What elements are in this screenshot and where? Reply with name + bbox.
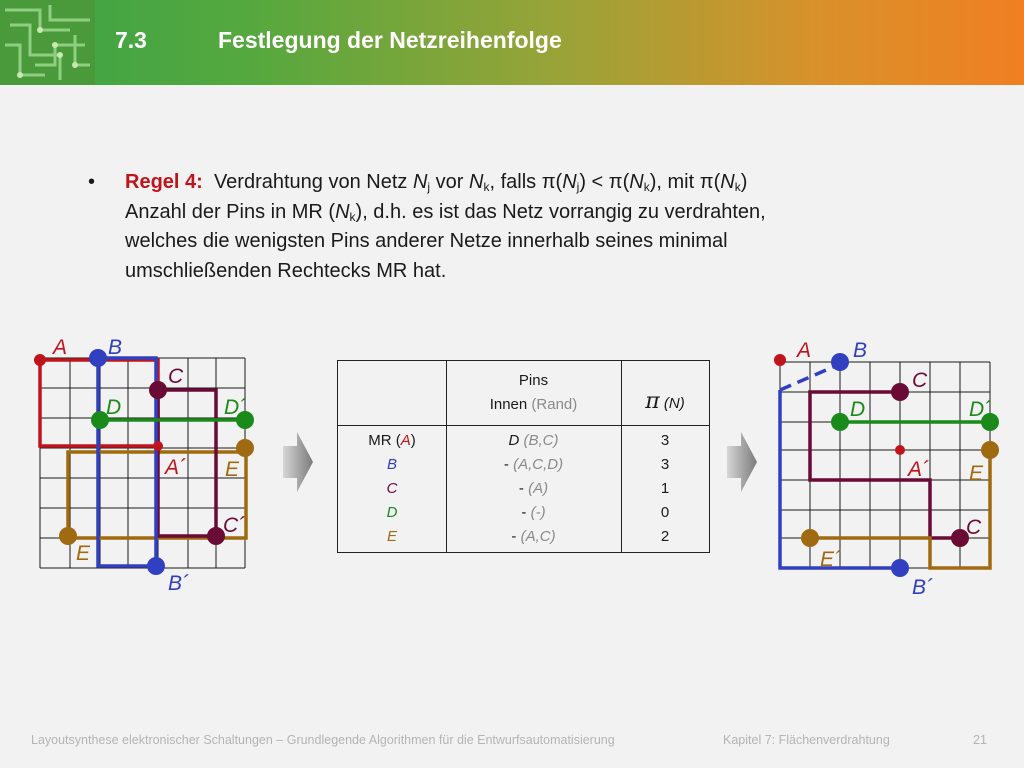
pins-row-c: - (A)	[518, 480, 549, 497]
right-pin-e	[981, 441, 999, 459]
pi-3: π	[699, 171, 714, 193]
pins-row-e: - (A,C)	[511, 528, 556, 545]
rule-line-1: Regel 4: Verdrahtung von Netz $N_j$ vor $N_k$, falls $\pi(N_j) < \pi(N_k)$, mit $\pi(N_k)$	[125, 171, 748, 194]
left-label-d-prime: D´	[224, 396, 247, 419]
pins-row-b: - (A,C,D)	[503, 456, 564, 473]
left-routing-diagram	[0, 330, 290, 600]
mr-row-a: MR (A)	[368, 432, 416, 449]
column-mr	[338, 429, 446, 549]
rule-label: Regel 4:	[125, 171, 203, 193]
sub-j-2: j	[576, 180, 580, 194]
left-mr-b	[98, 358, 156, 566]
left-pin-a-prime	[153, 441, 163, 451]
right-pin-d	[831, 413, 849, 431]
title-text: Festlegung der Netzreihenfolge	[218, 27, 562, 53]
header-pi-n: (N)	[663, 395, 685, 412]
right-label-b-prime: B´	[912, 576, 933, 599]
left-label-c: C	[168, 365, 184, 388]
lt-sign: <	[591, 171, 604, 193]
right-pin-a-prime	[895, 445, 905, 455]
left-pin-b-prime	[147, 557, 165, 575]
rule-text-2: vor	[435, 171, 464, 193]
right-pin-a	[774, 354, 786, 366]
sub-k-2: k	[643, 180, 650, 194]
footer-page-number: 21	[973, 733, 987, 747]
rule-line-3: welches die wenigsten Pins anderer Netze innerhalb seines minimal	[125, 230, 728, 252]
right-label-c: C	[912, 369, 928, 392]
rule-line-2	[125, 198, 945, 228]
sub-j: j	[427, 180, 431, 194]
left-label-e: E	[225, 458, 240, 481]
header-pi-symbol: π	[645, 389, 660, 414]
right-label-d: D	[850, 398, 866, 421]
pi-1: π	[541, 171, 556, 193]
mr-row-c: C	[386, 480, 398, 497]
mr-row-e: E	[386, 528, 397, 545]
pin-count-table	[337, 360, 710, 553]
net-nk-4: N	[335, 200, 350, 223]
right-label-a-prime: A´	[908, 458, 929, 481]
left-label-c-prime: C´	[223, 514, 246, 537]
left-label-a: A	[53, 336, 68, 359]
pi-row-e: 2	[660, 528, 670, 545]
right-label-d-prime: D´	[969, 398, 992, 421]
left-label-a-prime: A´	[165, 456, 186, 479]
pi-2: π	[608, 171, 623, 193]
column-pins	[446, 429, 621, 549]
pi-row-d: 0	[660, 504, 670, 521]
rule-line-4: umschließenden Rechtecks MR hat.	[125, 259, 447, 282]
sub-k: k	[483, 180, 490, 194]
header-rand: (Rand)	[531, 396, 578, 413]
left-label-d: D	[106, 396, 122, 419]
line2-b: ), d.h. es ist das Netz vorrangig zu verdrahten,	[355, 200, 766, 223]
left-label-b-prime: B´	[168, 572, 189, 595]
net-nk-2: N	[629, 171, 644, 193]
right-pin-e-prime	[801, 529, 819, 547]
sub-k-4: k	[349, 209, 356, 224]
circuit-board-logo	[0, 0, 95, 85]
header-bar	[0, 0, 1024, 85]
left-pin-b	[89, 349, 107, 367]
header-pi	[621, 389, 709, 414]
mr-row-b: B	[386, 456, 397, 473]
net-nj: N	[412, 171, 428, 193]
pi-row-c: 1	[660, 480, 670, 497]
rule-text-3: , falls	[489, 171, 537, 193]
pins-row-a: D (B,C)	[508, 432, 559, 449]
rule-text-1: Verdrahtung von Netz	[213, 171, 408, 193]
right-label-c2: C	[966, 516, 982, 539]
column-pi	[621, 429, 709, 549]
sub-k-3: k	[734, 180, 741, 194]
right-pin-b-prime	[891, 559, 909, 577]
net-nk: N	[469, 171, 484, 193]
footer-chapter: Kapitel 7: Flächenverdrahtung	[723, 733, 890, 747]
right-route-c	[810, 392, 960, 538]
header-pins-label: Pins	[518, 372, 549, 389]
right-label-a: A	[797, 339, 812, 362]
header-innen: Innen	[489, 396, 528, 413]
rule-text	[125, 168, 945, 286]
section-number: 7.3	[115, 27, 147, 53]
net-nj-2: N	[562, 171, 577, 193]
footer-course: Layoutsynthese elektronischer Schaltungen – Grundlegende Algorithmen für die Entwurfsautomatisierung	[31, 733, 615, 747]
right-pin-b	[831, 353, 849, 371]
slide-title	[115, 27, 562, 54]
pi-row-a: 3	[660, 432, 670, 449]
right-label-e: E	[969, 462, 984, 485]
pins-row-d: - (-)	[521, 504, 546, 521]
header-pins	[446, 369, 621, 417]
left-pin-c	[149, 381, 167, 399]
mr-row-d: D	[386, 504, 398, 521]
right-label-e-prime: E´	[820, 548, 841, 571]
right-pin-c	[891, 383, 909, 401]
left-pin-e	[236, 439, 254, 457]
arrow-right-icon	[283, 432, 313, 492]
right-label-b: B	[853, 339, 868, 362]
rule-text-4: , mit	[656, 171, 695, 193]
right-routing-diagram	[740, 330, 1024, 605]
net-nk-3: N	[720, 171, 735, 193]
left-pin-a	[34, 354, 46, 366]
bullet-icon: •	[88, 171, 96, 193]
left-label-b: B	[108, 336, 123, 359]
left-pin-e2	[59, 527, 77, 545]
pi-row-b: 3	[660, 456, 670, 473]
line2-a: Anzahl der Pins in MR (	[125, 200, 336, 223]
left-label-e2: E	[76, 542, 91, 565]
